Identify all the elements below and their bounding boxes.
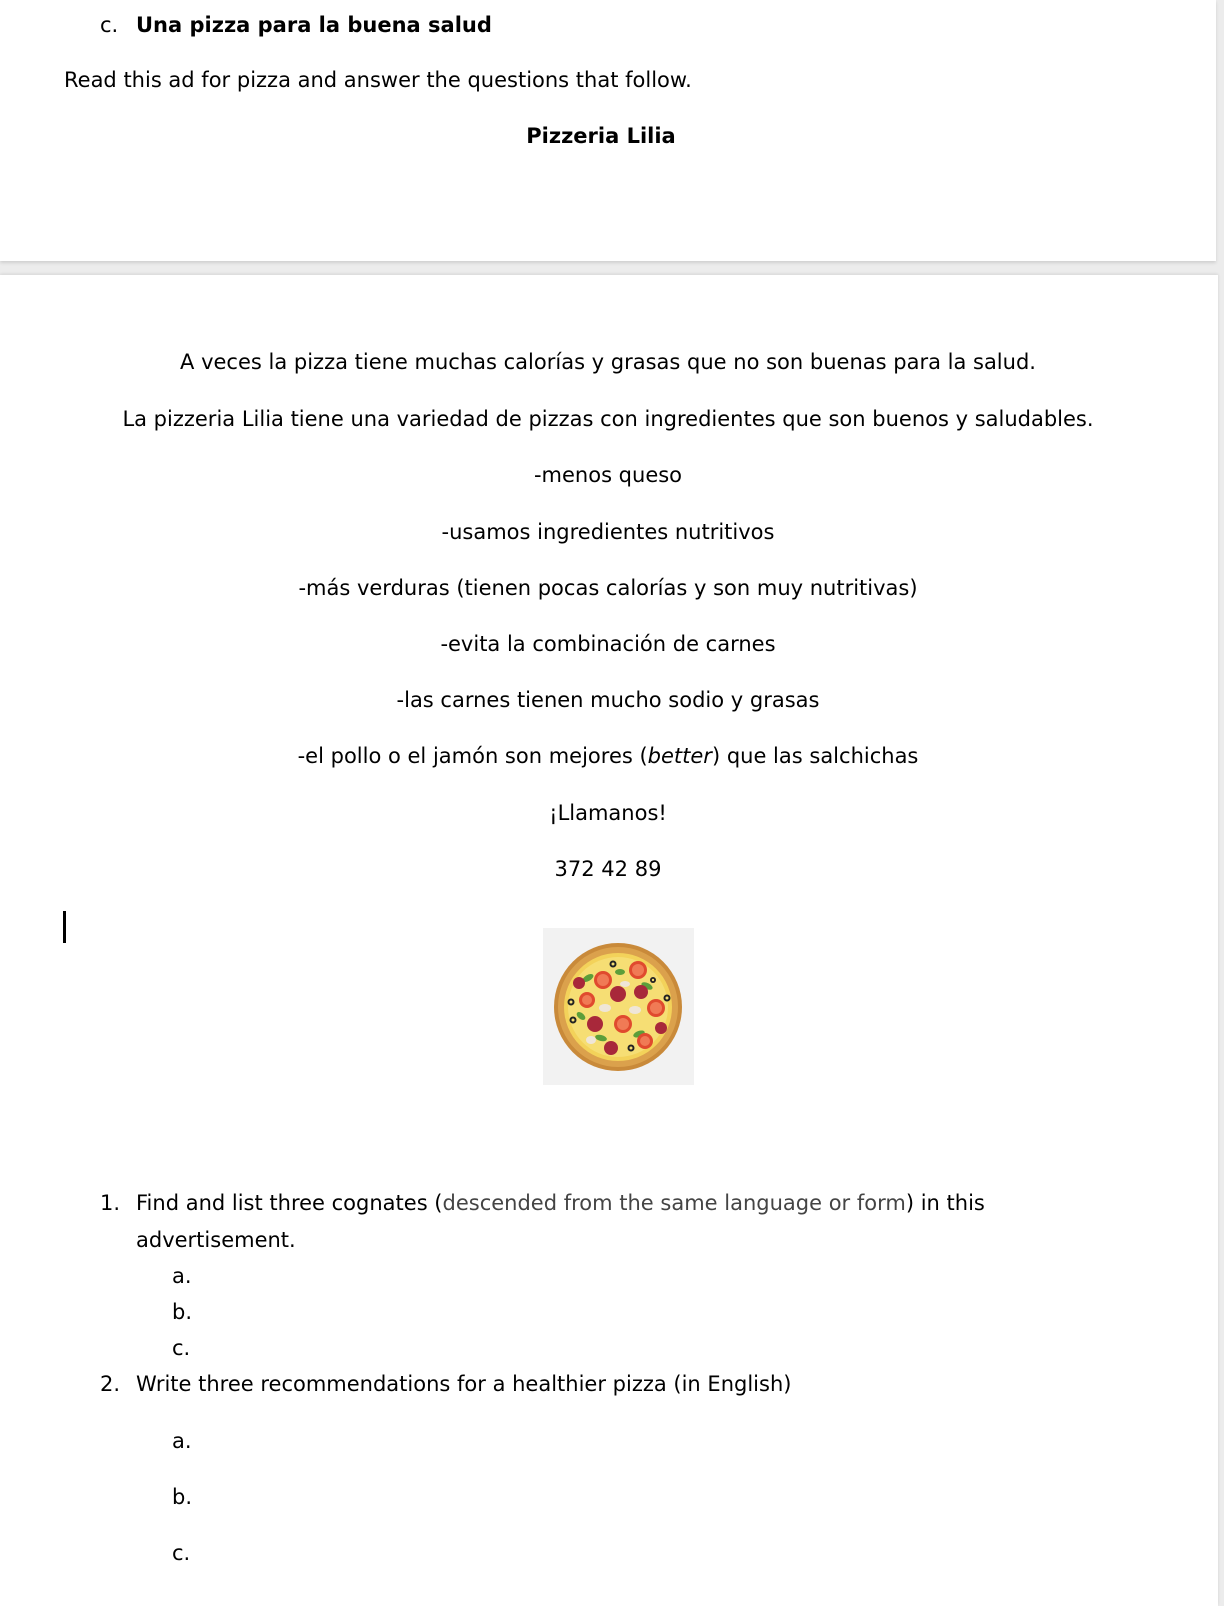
ad-line-2: La pizzeria Lilia tiene una variedad de pizzas con ingredientes que son buenos y saludables. (122, 407, 1094, 431)
question-number: 2. (100, 1372, 121, 1396)
ad-bullet: -evita la combinación de carnes (440, 632, 776, 656)
question-1-text-start: Find and list three cognates ( (136, 1191, 443, 1215)
ad-bullet-last (0, 746, 1216, 767)
answer-option: b. (172, 1485, 193, 1509)
answer-option: b. (172, 1300, 193, 1324)
ad-bullet-last-italic: better (647, 744, 712, 768)
page-top (0, 0, 1216, 261)
ad-bullet: -más verduras (tienen pocas calorías y son muy nutritivas) (298, 576, 918, 600)
ad-bullet-last-after: ) que las salchichas (711, 744, 919, 768)
answer-option: a. (172, 1264, 192, 1288)
instructions: Read this ad for pizza and answer the questions that follow. (64, 68, 692, 92)
answer-option: a. (172, 1429, 192, 1453)
item-c-marker: c. (100, 13, 119, 37)
ad-line-1: A veces la pizza tiene muchas calorías y grasas que no son buenas para la salud. (180, 350, 1036, 374)
ad-bullet: -las carnes tienen mucho sodio y grasas (396, 688, 820, 712)
phone-number: 372 42 89 (554, 857, 662, 881)
question-2-text: Write three recommendations for a healthier pizza (in English) (136, 1372, 792, 1396)
pizza-image (543, 928, 694, 1085)
question-1-text-grey: descended from the same language or form (442, 1191, 906, 1215)
answer-option: c. (172, 1336, 191, 1360)
question-1-text (136, 1193, 985, 1214)
text-cursor (63, 911, 66, 943)
question-1-text-end: ) in this (905, 1191, 985, 1215)
ad-bullet: -usamos ingredientes nutritivos (441, 520, 775, 544)
answer-option: c. (172, 1541, 191, 1565)
ad-bullet-last-before: -el pollo o el jamón son mejores ( (297, 744, 648, 768)
ad-bullet: -menos queso (533, 463, 683, 487)
question-1-text-line2: advertisement. (136, 1228, 296, 1252)
call-to-action: ¡Llamanos! (549, 801, 667, 825)
question-number: 1. (100, 1191, 121, 1215)
item-c-title: Una pizza para la buena salud (136, 13, 492, 37)
pizza-icon (543, 928, 694, 1085)
ad-title: Pizzeria Lilia (526, 124, 676, 148)
